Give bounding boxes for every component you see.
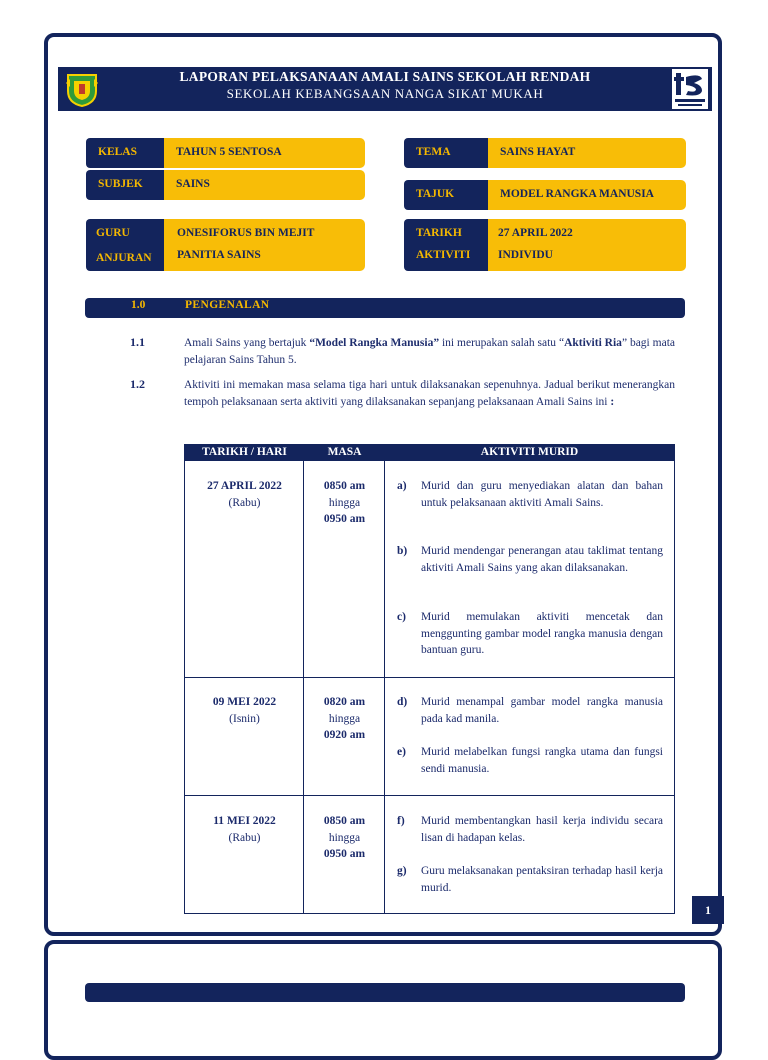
paragraph-segment: Amali Sains yang bertajuk <box>184 337 310 349</box>
tarikh-label: TARIKH <box>416 227 462 239</box>
page-number: 1 <box>692 896 724 924</box>
date-value: 27 APRIL 2022 <box>207 480 282 492</box>
section-title: PENGENALAN <box>185 299 270 311</box>
activity-item <box>397 694 661 728</box>
day-value: (Rabu) <box>228 496 261 509</box>
tema-value: SAINS HAYAT <box>488 138 686 168</box>
paragraph-text <box>184 377 675 410</box>
table-header <box>185 445 674 461</box>
activity-letter: f) <box>397 815 405 827</box>
column-header-date: TARIKH / HARI <box>202 446 287 458</box>
activity-item <box>397 744 661 778</box>
end-time: 0950 am <box>323 513 366 525</box>
paragraph-bold-segment: “Model Rangka Manusia” <box>309 337 440 349</box>
activity-text: Murid membentangkan hasil kerja individu secara lisan di hadapan kelas. <box>421 815 663 844</box>
activity-text: Murid memulakan aktiviti mencetak dan menggunting gambar model rangka manusia dengan bantuan guru. <box>421 611 663 656</box>
activity-item <box>397 543 661 593</box>
next-page-section-bar <box>85 983 685 1002</box>
activity-letter: c) <box>397 611 406 623</box>
end-time: 0920 am <box>323 729 366 741</box>
tajuk-label: TAJUK <box>404 180 488 210</box>
start-time: 0850 am <box>323 480 366 492</box>
activity-text: Murid menampal gambar model rangka manusia pada kad manila. <box>421 696 663 725</box>
paragraph-bold-segment: Aktiviti Ria <box>564 337 622 349</box>
guru-anjuran-value-box <box>164 219 365 271</box>
paragraph-number: 1.2 <box>130 377 145 391</box>
date-value: 11 MEI 2022 <box>213 815 276 827</box>
activity-item <box>397 478 661 528</box>
activity-text: Murid melabelkan fungsi rangka utama dan fungsi sendi manusia. <box>421 746 663 775</box>
activity-text: Murid dan guru menyediakan alatan dan bahan untuk pelaksanaan aktiviti Amali Sains. <box>421 480 663 509</box>
paragraph-segment: ” bagi mata pelajaran Sains Tahun 5. <box>184 337 675 366</box>
activity-letter: b) <box>397 545 408 557</box>
subjek-label: SUBJEK <box>86 170 164 200</box>
activity-text: Guru melaksanakan pentaksiran terhadap hasil kerja murid. <box>421 865 663 894</box>
tarikh-aktiviti-label-box <box>404 219 488 271</box>
activity-schedule-table <box>184 444 675 914</box>
activity-letter: d) <box>397 696 408 708</box>
tema-label: TEMA <box>404 138 488 168</box>
activity-letter: e) <box>397 746 406 758</box>
row-divider <box>185 677 674 678</box>
table-row-time <box>304 813 385 863</box>
section-heading <box>85 298 685 318</box>
aktiviti-label: AKTIVITI <box>416 249 471 261</box>
subjek-value: SAINS <box>164 170 365 200</box>
anjuran-label: ANJURAN <box>96 252 152 264</box>
paragraph-bold-segment: : <box>610 395 615 408</box>
kelas-value: TAHUN 5 SENTOSA <box>164 138 365 168</box>
kelas-label: KELAS <box>86 138 164 168</box>
guru-label: GURU <box>96 227 130 239</box>
time-separator: hingga <box>328 496 361 509</box>
school-name: SEKOLAH KEBANGSAAN NANGA SIKAT MUKAH <box>226 86 544 101</box>
paragraph-text <box>184 335 675 368</box>
day-value: (Isnin) <box>229 712 260 725</box>
activity-item <box>397 813 661 847</box>
paragraph-segment: Aktiviti ini memakan masa selama tiga hari untuk dilaksanakan sepenuhnya. Jadual berikut menerangkan tempoh pelaksanaan serta aktiviti yang dilaksanakan sepanjang pelaksanaan Amali Sains ini <box>184 379 675 408</box>
table-row-time <box>304 478 385 528</box>
table-row-date <box>185 813 304 846</box>
date-value: 09 MEI 2022 <box>212 696 277 708</box>
tarikh-value: 27 APRIL 2022 <box>498 227 573 239</box>
report-header <box>58 67 712 111</box>
report-title: LAPORAN PELAKSANAAN AMALI SAINS SEKOLAH RENDAH <box>179 69 591 84</box>
time-separator: hingga <box>328 831 361 844</box>
time-separator: hingga <box>328 712 361 725</box>
tajuk-value: MODEL RANGKA MANUSIA <box>488 180 686 210</box>
row-divider <box>185 795 674 796</box>
aktiviti-value: INDIVIDU <box>498 249 553 261</box>
activity-text: Murid mendengar penerangan atau taklimat tentang aktiviti Amali Sains yang akan dilaksanakan. <box>421 545 663 574</box>
table-row-date <box>185 694 304 727</box>
start-time: 0820 am <box>323 696 366 708</box>
table-row-time <box>304 694 385 744</box>
ts25-logo-icon <box>672 69 708 109</box>
end-time: 0950 am <box>323 848 366 860</box>
start-time: 0850 am <box>323 815 366 827</box>
paragraph-segment: ini merupakan salah satu “ <box>439 337 565 349</box>
activity-item <box>397 609 661 659</box>
tarikh-aktiviti-value-box <box>488 219 686 271</box>
activity-letter: a) <box>397 480 407 492</box>
guru-anjuran-label-box <box>86 219 164 271</box>
table-row-date <box>185 478 304 511</box>
day-value: (Rabu) <box>228 831 261 844</box>
activity-letter: g) <box>397 865 407 877</box>
activity-item <box>397 863 661 897</box>
anjuran-value: PANITIA SAINS <box>177 249 261 261</box>
guru-value: ONESIFORUS BIN MEJIT <box>177 227 315 239</box>
paragraph-number: 1.1 <box>130 335 145 349</box>
section-number: 1.0 <box>131 299 146 311</box>
column-header-time: MASA <box>327 446 362 458</box>
column-header-activity: AKTIVITI MURID <box>480 446 579 458</box>
